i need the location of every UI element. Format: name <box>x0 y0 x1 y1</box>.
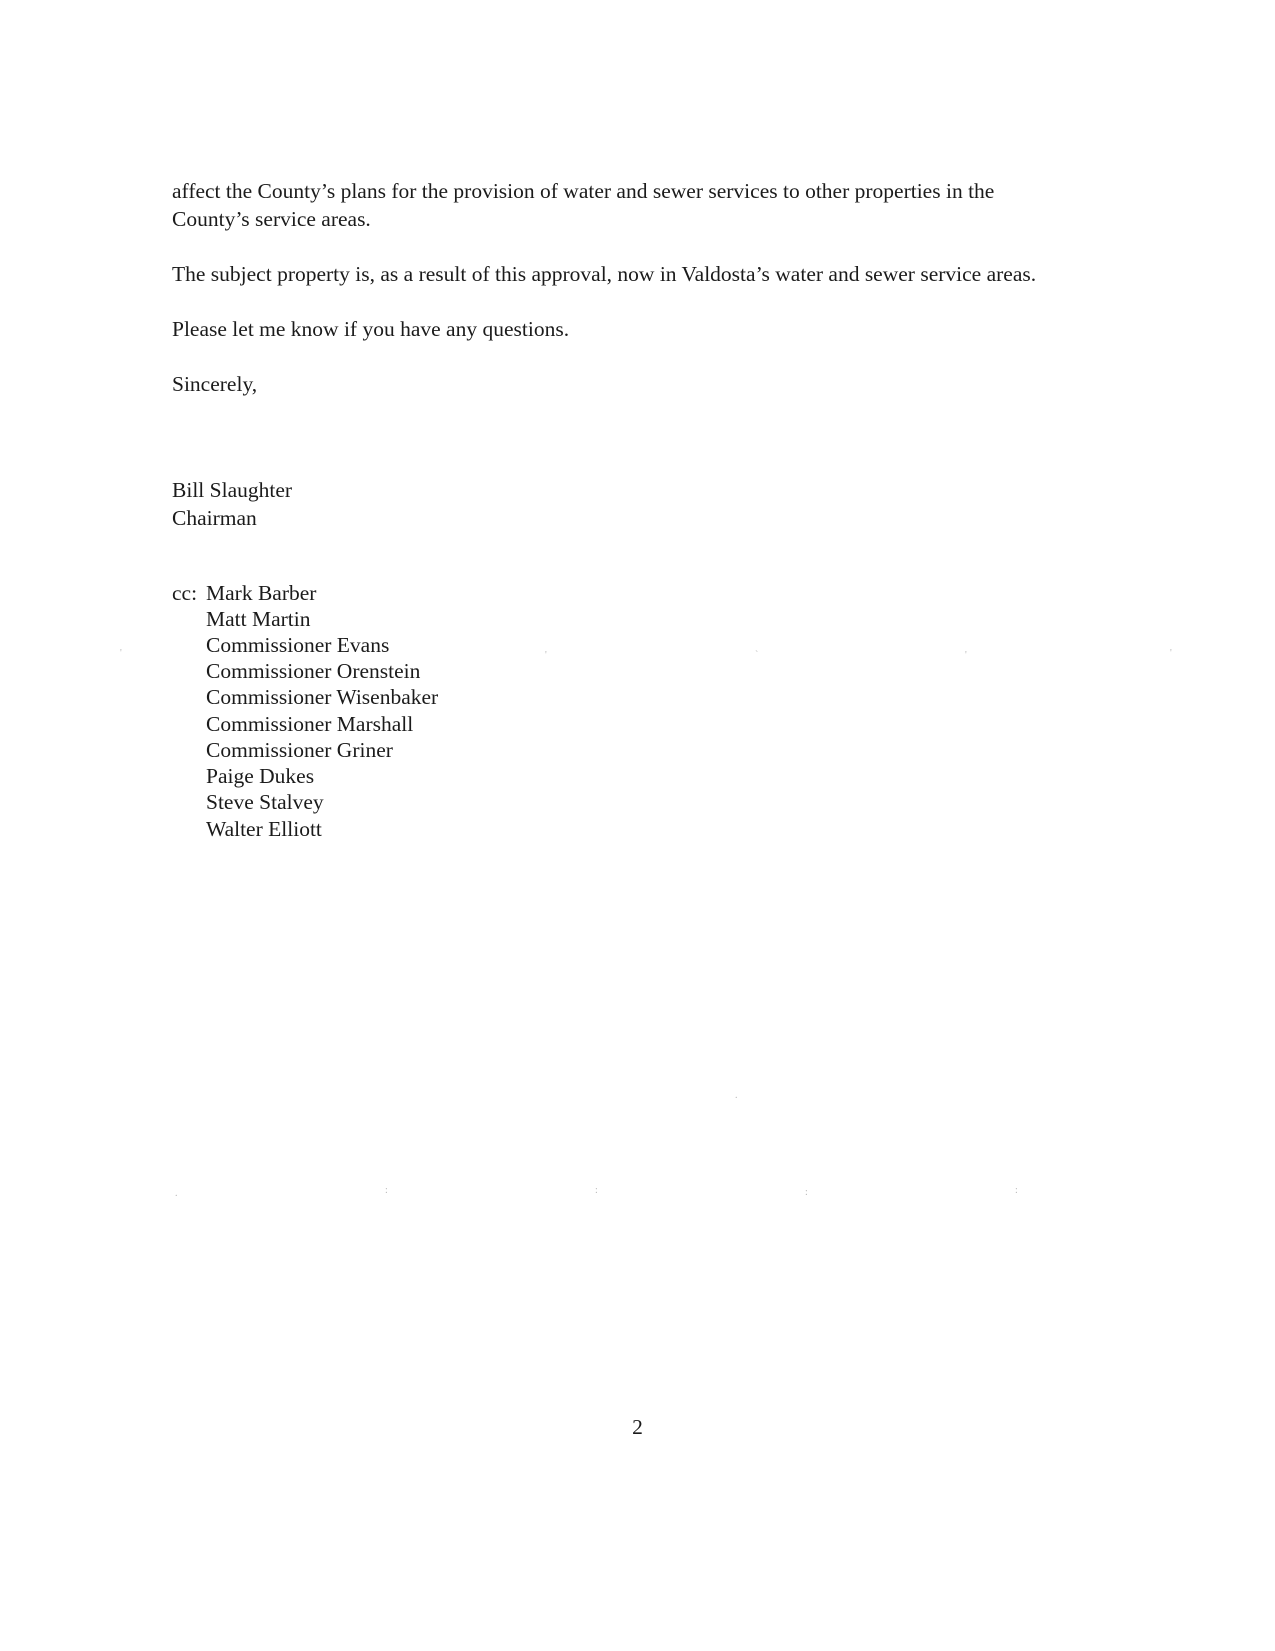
paragraph-2: The subject property is, as a result of this approval, now in Valdosta’s water and sewer service areas. <box>172 261 1037 286</box>
scan-artifact: ' <box>545 650 547 661</box>
cc-name: Steve Stalvey <box>206 790 324 815</box>
page-number: 2 <box>632 1415 643 1439</box>
signature-block <box>172 477 1067 533</box>
closing-salutation: Sincerely, <box>172 371 258 396</box>
signature-name: Bill Slaughter <box>172 477 293 502</box>
scan-artifact: : <box>805 1187 808 1198</box>
cc-name: Matt Martin <box>206 606 311 631</box>
cc-name: Commissioner Griner <box>206 737 393 762</box>
paragraph-3: Please let me know if you have any questions. <box>172 316 570 341</box>
cc-label: cc: <box>172 580 198 605</box>
cc-name: Commissioner Marshall <box>206 711 414 736</box>
scan-artifact: ' <box>120 648 122 659</box>
scan-artifact: : <box>595 1185 598 1196</box>
scan-artifact: : <box>385 1185 388 1196</box>
scan-artifact: : <box>1015 1185 1018 1196</box>
cc-name: Walter Elliott <box>206 816 322 841</box>
cc-name-list <box>206 580 1067 842</box>
scan-artifact: . <box>735 1090 738 1101</box>
paragraph-1: affect the County’s plans for the provision of water and sewer services to other properties in the County’s service areas. <box>172 179 995 231</box>
signature-title: Chairman <box>172 505 257 530</box>
cc-name: Commissioner Evans <box>206 633 390 657</box>
scan-artifact: . <box>175 1188 178 1199</box>
cc-name: Paige Dukes <box>206 764 315 789</box>
cc-block <box>172 580 1067 842</box>
cc-name: Commissioner Orenstein <box>206 659 421 684</box>
cc-name: Commissioner Wisenbaker <box>206 685 439 710</box>
scan-artifact: ' <box>965 650 967 661</box>
scan-artifact: ' <box>1170 648 1172 659</box>
letter-body <box>172 178 1067 842</box>
cc-name: Mark Barber <box>206 580 317 605</box>
scan-artifact: ` <box>755 650 759 661</box>
